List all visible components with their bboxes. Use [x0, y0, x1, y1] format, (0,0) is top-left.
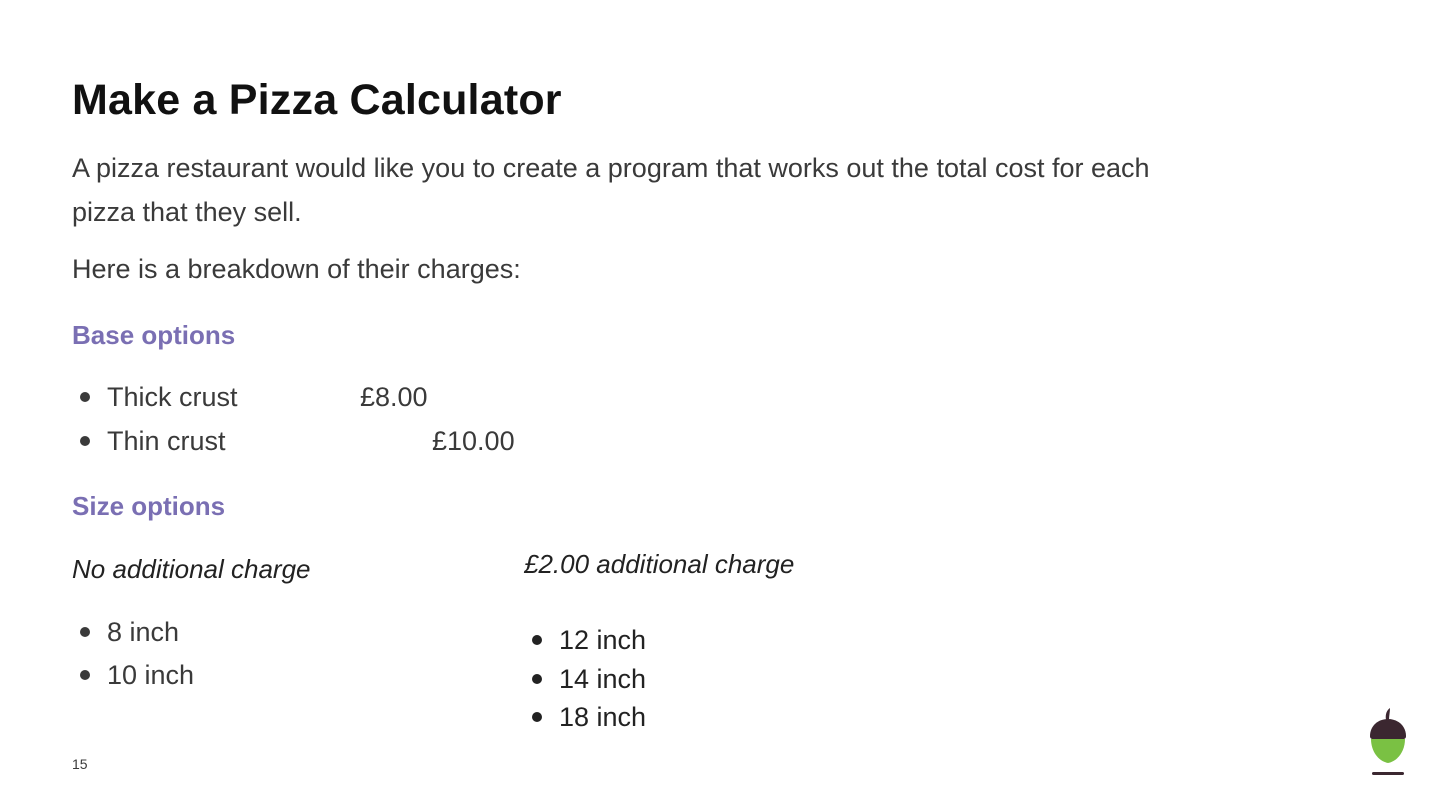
- intro-line-1: A pizza restaurant would like you to create a program that works out the total cost for each: [72, 153, 1150, 183]
- base-item-thick: [80, 382, 238, 413]
- page-number: 15: [72, 756, 88, 772]
- size-item-label: 10 inch: [107, 660, 195, 690]
- bullet-icon: [80, 627, 90, 637]
- base-options-heading: Base options: [72, 320, 236, 350]
- breakdown-text: Here is a breakdown of their charges:: [72, 254, 521, 284]
- base-item-price: £10.00: [432, 426, 515, 456]
- size-item-label: 14 inch: [559, 664, 647, 694]
- base-item-thin: [80, 426, 226, 457]
- intro-paragraph: [72, 146, 1150, 234]
- base-item-label: Thick crust: [107, 382, 238, 412]
- size-item: [80, 617, 179, 648]
- size-item-label: 8 inch: [107, 617, 180, 647]
- bullet-icon: [532, 712, 542, 722]
- size-item: [80, 660, 194, 691]
- size-item: [532, 702, 646, 733]
- bullet-icon: [80, 436, 90, 446]
- bullet-icon: [532, 674, 542, 684]
- acorn-icon: [1366, 706, 1410, 778]
- extra-charge-label: £2.00 additional charge: [524, 549, 795, 579]
- size-item: [532, 664, 646, 695]
- base-item-price: £8.00: [360, 382, 428, 412]
- size-item: [532, 625, 646, 656]
- base-item-label: Thin crust: [107, 426, 226, 456]
- no-charge-label: No additional charge: [72, 554, 311, 584]
- bullet-icon: [80, 392, 90, 402]
- size-item-label: 18 inch: [559, 702, 647, 732]
- intro-line-2: pizza that they sell.: [72, 197, 302, 227]
- slide-title: Make a Pizza Calculator: [72, 76, 562, 124]
- bullet-icon: [80, 670, 90, 680]
- size-item-label: 12 inch: [559, 625, 647, 655]
- size-options-heading: Size options: [72, 491, 226, 521]
- bullet-icon: [532, 635, 542, 645]
